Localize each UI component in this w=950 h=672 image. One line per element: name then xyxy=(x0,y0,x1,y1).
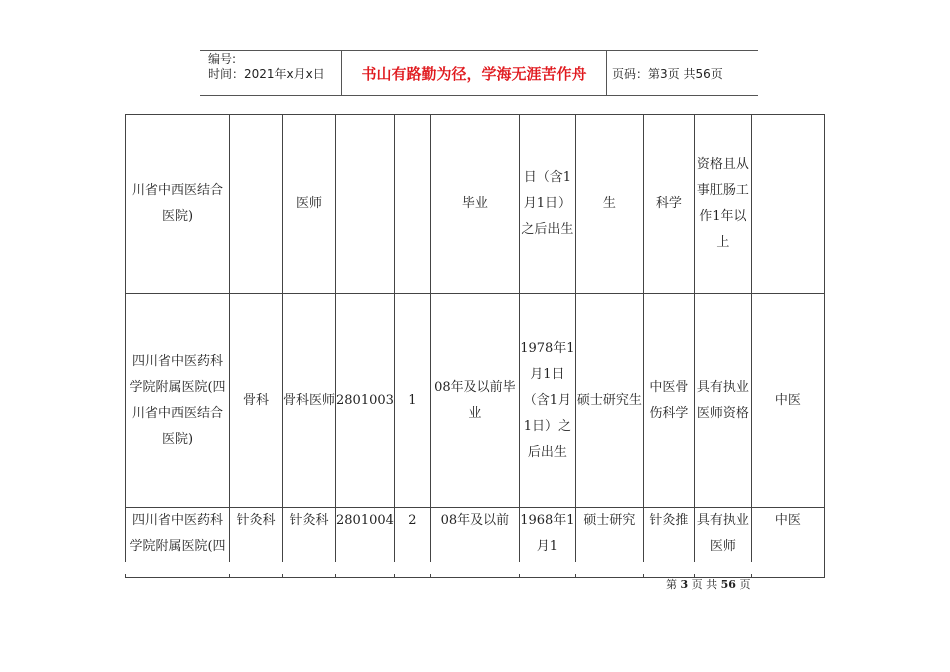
position-cell: 骨科医师 xyxy=(283,294,336,508)
requirement-cell: 资格且从事肛肠工作1年以上 xyxy=(694,115,751,294)
position-cell: 针灸科 xyxy=(283,508,336,578)
dept-cell: 针灸科 xyxy=(230,508,283,578)
header-divider-right xyxy=(606,50,607,96)
position-cell: 医师 xyxy=(283,115,336,294)
table-row xyxy=(126,115,825,294)
graduation-cell: 08年及以前毕业 xyxy=(430,294,519,508)
recruitment-table xyxy=(125,114,825,578)
header-page-label: 页码：第3页 共56页 xyxy=(612,67,723,81)
time-label: 时间：2021年x月x日 xyxy=(208,67,325,81)
dept-cell: 骨科 xyxy=(230,294,283,508)
count-cell xyxy=(394,115,430,294)
footer-suffix: 页 xyxy=(739,578,751,591)
degree-cell: 硕士研究 xyxy=(575,508,643,578)
dept-cell xyxy=(230,115,283,294)
requirement-cell: 具有执业医师 xyxy=(694,508,751,578)
page-header xyxy=(200,50,758,96)
footer-page-number: 3 xyxy=(680,578,689,591)
degree-cell: 生 xyxy=(575,115,643,294)
major-cell: 中医骨伤科学 xyxy=(643,294,694,508)
hospital-cell: 四川省中医药科学院附属医院(四 xyxy=(126,508,230,578)
code-cell: 2801004 xyxy=(336,508,395,578)
birth-cell: 1978年1月1日（含1月1日）之后出生 xyxy=(519,294,575,508)
category-cell: 中医 xyxy=(751,294,824,508)
requirement-cell: 具有执业医师资格 xyxy=(694,294,751,508)
code-label: 编号: xyxy=(208,52,237,66)
header-meta xyxy=(208,52,325,82)
code-cell xyxy=(336,115,395,294)
count-cell: 1 xyxy=(394,294,430,508)
category-cell xyxy=(751,115,824,294)
header-motto: 书山有路勤为径，学海无涯苦作舟 xyxy=(361,65,587,83)
hospital-cell: 川省中西医结合医院) xyxy=(126,115,230,294)
page-break-mask xyxy=(125,562,821,574)
footer-prefix: 第 xyxy=(666,578,677,591)
header-top-rule xyxy=(200,50,758,51)
major-cell: 科学 xyxy=(643,115,694,294)
birth-cell: 日（含1月1日）之后出生 xyxy=(519,115,575,294)
graduation-cell: 08年及以前 xyxy=(430,508,519,578)
table-row xyxy=(126,294,825,508)
birth-cell: 1968年1月1 xyxy=(519,508,575,578)
header-bottom-rule xyxy=(200,95,758,96)
degree-cell: 硕士研究生 xyxy=(575,294,643,508)
footer-total-pages: 56 xyxy=(720,578,736,591)
major-cell: 针灸推 xyxy=(643,508,694,578)
category-cell: 中医 xyxy=(751,508,824,578)
graduation-cell: 毕业 xyxy=(430,115,519,294)
hospital-cell: 四川省中医药科学院附属医院(四川省中西医结合医院) xyxy=(126,294,230,508)
code-cell: 2801003 xyxy=(336,294,395,508)
page-footer xyxy=(666,576,750,592)
count-cell: 2 xyxy=(394,508,430,578)
footer-mid: 页 共 xyxy=(691,578,718,591)
